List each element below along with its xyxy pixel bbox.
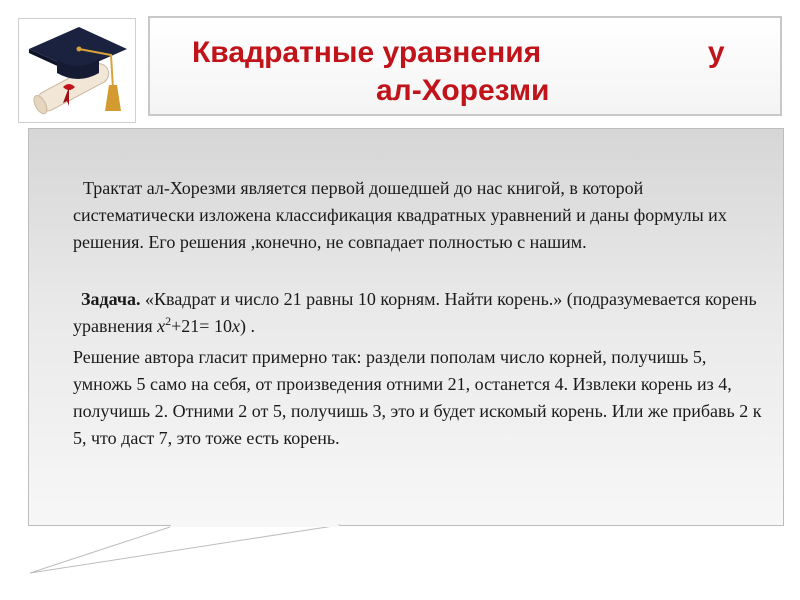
- paragraph-solution: Решение автора гласит примерно так: раздели пополам число корней, получишь 5, умножь 5 само на себя, от произведения отними 21, останется 4. Извлеки корень из 4, получишь 2. Отними 2 от 5, получишь 3, это и будет искомый корень. Или же прибавь 2 к 5, что даст 7, это тоже есть корень.: [73, 347, 762, 448]
- task-text: «Квадрат и число 21 равны 10 корням. Найти корень.» (подразумевается корень уравнения: [73, 289, 757, 336]
- content-panel: [28, 128, 784, 526]
- task-label: Задача.: [81, 289, 141, 309]
- paragraph-task: [73, 286, 763, 340]
- title-box: [148, 16, 782, 116]
- equation-exponent: 2: [165, 314, 172, 328]
- graduation-cap-icon: [19, 19, 135, 122]
- logo-image: [18, 18, 136, 123]
- equation-end: ) .: [239, 316, 255, 336]
- page-title: Квадратные уравнения у: [192, 36, 725, 69]
- equation-x: x: [157, 316, 166, 336]
- equation-middle: +21= 10: [171, 316, 232, 336]
- page-title-line2: ал-Хорезми: [376, 74, 550, 107]
- equation-x2: x: [231, 316, 240, 336]
- paragraph-intro: Трактат ал-Хорезми является первой дошедшей до нас книгой, в которой систематически изложена классификация квадратных уравнений и даны формулы их решения. Его решения ,конечно, не совпадает полностью с нашим.: [73, 178, 727, 252]
